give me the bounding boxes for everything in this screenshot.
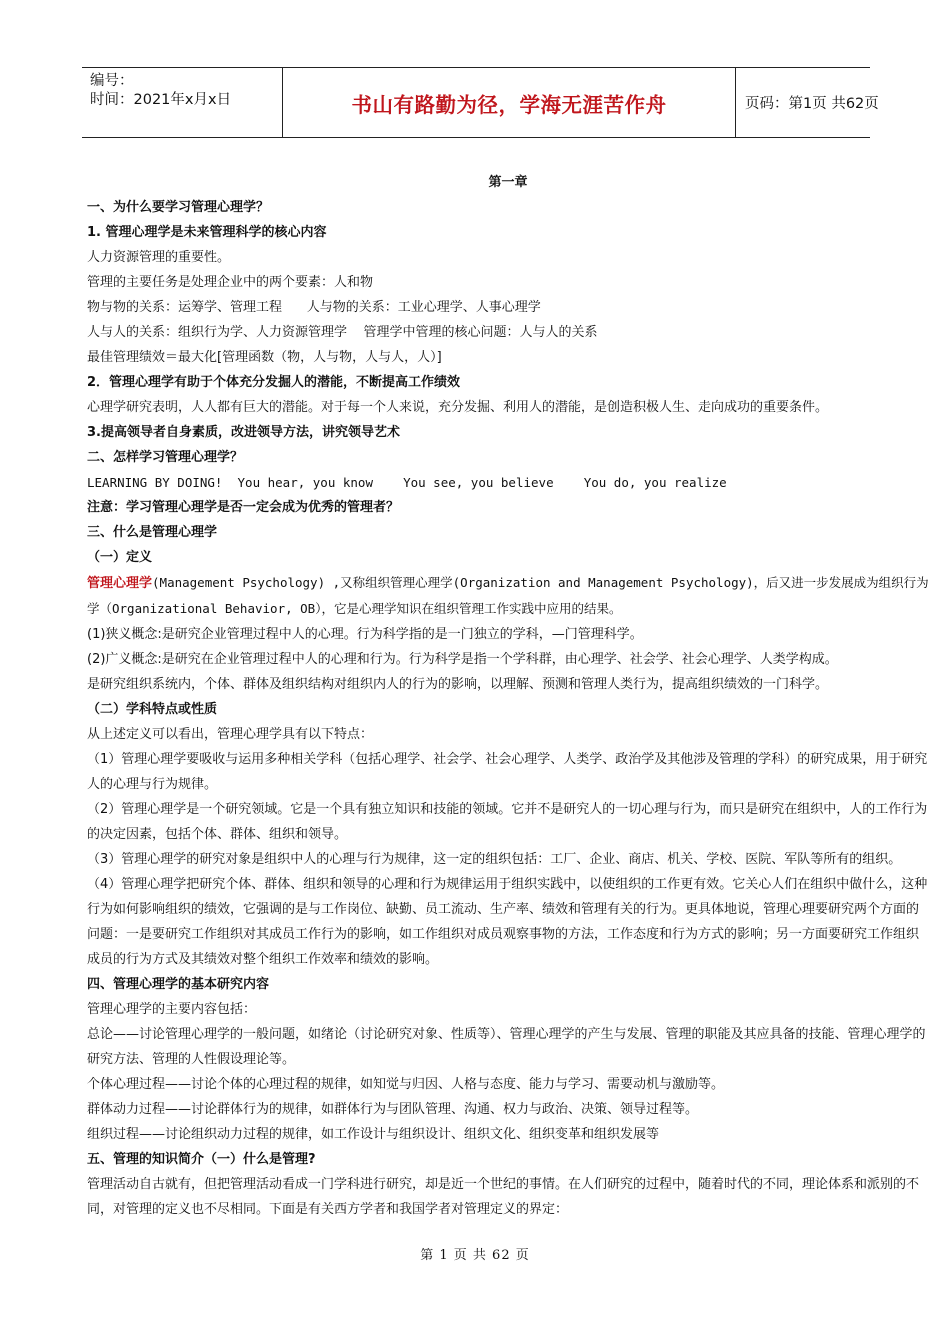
list-item: （2）管理心理学是一个研究领域。它是一个具有独立知识和技能的领域。它并不是研究人的一切心理与行为，而只是研究在组织中，人的工作行为的决定因素，包括个体、群体、组织和领导。 xyxy=(87,802,928,842)
chapter-title: 第一章 xyxy=(488,175,528,190)
note-line: 注意：学习管理心理学是否一定会成为优秀的管理者？ xyxy=(87,500,400,515)
paragraph: 组织过程——讨论组织动力过程的规律，如工作设计与组织设计、组织文化、组织变革和组织发展等 xyxy=(87,1127,660,1142)
header-meta xyxy=(82,68,282,137)
paragraph: 管理活动自古就有，但把管理活动看成一门学科进行研究，却是近一个世纪的事情。在人们研究的过程中，随着时代的不同，理论体系和派别的不同，对管理的定义也不尽相同。下面是有关西方学者和我国学者对管理定义的界定： xyxy=(87,1177,920,1217)
document-body xyxy=(87,170,929,1222)
paragraph: 总论——讨论管理心理学的一般问题，如绪论（讨论研究对象、性质等）、管理心理学的产生与发展、管理的职能及其应具备的技能、管理心理学的研究方法、管理的人性假设理论等。 xyxy=(87,1027,926,1067)
heading-management-knowledge: 五、管理的知识简介（一）什么是管理? xyxy=(87,1152,316,1167)
paragraph: 群体动力过程——讨论群体行为的规律，如群体行为与团队管理、沟通、权力与政治、决策、领导过程等。 xyxy=(87,1102,699,1117)
heading-research-content: 四、管理心理学的基本研究内容 xyxy=(87,977,270,992)
paragraph: 管理心理学的主要内容包括： xyxy=(87,1002,257,1017)
page-footer: 第 1 页 共 62 页 xyxy=(420,1248,530,1263)
list-item: （4）管理心理学把研究个体、群体、组织和领导的心理和行为规律运用于组织实践中，以使组织的工作更有效。它关心人们在组织中做什么，这种行为如何影响组织的绩效，它强调的是与工作岗位、缺勤、员工流动、生产率、绩效和管理有关的行为。更具体地说，管理心理要研究两个方面的问题：一是要研究工作组织对其成员工作行为的影响，如工作组织对成员观察事物的方法，工作态度和行为方式的影响；另一方面要研究工作组织成员的行为方式及其绩效对整个组织工作效率和绩效的影响。 xyxy=(87,877,928,967)
subheading-2: 2．管理心理学有助于个体充分发掘人的潜能，不断提高工作绩效 xyxy=(87,375,461,390)
list-item: （3）管理心理学的研究对象是组织中人的心理与行为规律，这一定的组织包括：工厂、企业、商店、机关、学校、医院、军队等所有的组织。 xyxy=(87,852,902,867)
subheading-3: 3.提高领导者自身素质，改进领导方法，讲究领导艺术 xyxy=(87,425,400,440)
paragraph: 是研究组织系统内，个体、群体及组织结构对组织内人的行为的影响，以理解、预测和管理人类行为，提高组织绩效的一门科学。 xyxy=(87,677,829,692)
paragraph: 物与物的关系：运筹学、管理工程 人与物的关系：工业心理学、人事心理学 xyxy=(87,300,541,315)
paragraph: (2)广义概念:是研究在企业管理过程中人的心理和行为。行为科学是指一个学科群，由心理学、社会学、社会心理学、人类学构成。 xyxy=(87,652,838,667)
subheading-definition: （一）定义 xyxy=(87,550,153,565)
date-label: 时间：2021年x月x日 xyxy=(90,92,232,108)
learning-by-doing-line: LEARNING BY DOING! You hear, you know You see, you believe You do, you realize xyxy=(87,475,727,490)
paragraph: 个体心理过程——讨论个体的心理过程的规律，如知觉与归因、人格与态度、能力与学习、需要动机与激励等。 xyxy=(87,1077,725,1092)
heading-how-learn: 二、怎样学习管理心理学？ xyxy=(87,450,244,465)
paragraph: (1)狭义概念:是研究企业管理过程中人的心理。行为科学指的是一门独立的学科，—门管理科学。 xyxy=(87,627,643,642)
definition-term: 管理心理学 xyxy=(87,576,153,591)
heading-what-is: 三、什么是管理心理学 xyxy=(87,525,218,540)
definition-text: (Management Psychology) ,又称组织管理心理学(Organization and Management Psychology)，后又进一步发展成为组织行为学（Organizational Behavior, OB），它是心理学知识在组织管理工作实践中应用的结果。 xyxy=(87,575,929,616)
subheading-1: 1. 管理心理学是未来管理科学的核心内容 xyxy=(87,225,327,240)
paragraph: 人力资源管理的重要性。 xyxy=(87,250,231,265)
motto: 书山有路勤为径，学海无涯苦作舟 xyxy=(282,68,736,137)
page-info: 页码：第1页 共62页 xyxy=(745,96,879,112)
paragraph: 心理学研究表明，人人都有巨大的潜能。对于每一个人来说，充分发掘、利用人的潜能，是创造积极人生、走向成功的重要条件。 xyxy=(87,400,829,415)
formula-line: 最佳管理绩效＝最大化[管理函数（物，人与物，人与人，人）] xyxy=(87,350,442,365)
list-item: （1）管理心理学要吸收与运用多种相关学科（包括心理学、社会学、社会心理学、人类学、政治学及其他涉及管理的学科）的研究成果，用于研究人的心理与行为规律。 xyxy=(87,752,928,792)
page-header xyxy=(82,67,879,138)
heading-why-learn: 一、为什么要学习管理心理学？ xyxy=(87,200,270,215)
number-label: 编号： xyxy=(90,73,134,89)
paragraph: 从上述定义可以看出，管理心理学具有以下特点： xyxy=(87,727,374,742)
paragraph: 人与人的关系：组织行为学、人力资源管理学 管理学中管理的核心问题：人与人的关系 xyxy=(87,325,598,340)
subheading-characteristics: （二）学科特点或性质 xyxy=(87,702,218,717)
definition-paragraph xyxy=(87,570,929,622)
paragraph: 管理的主要任务是处理企业中的两个要素：人和物 xyxy=(87,275,374,290)
